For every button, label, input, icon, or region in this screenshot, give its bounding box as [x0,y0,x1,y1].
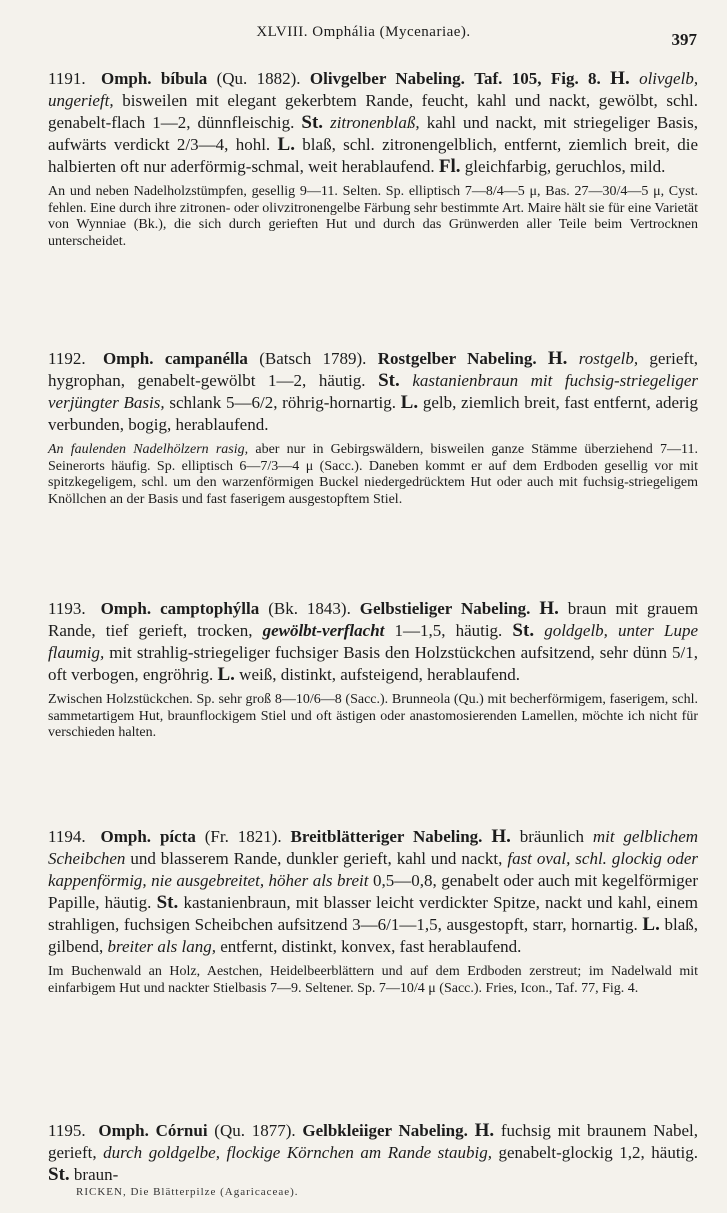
description-run: kastanienbraun, mit blasser leicht verdickter Spitze, nackt und kahl, einem strahligen, fuchsigen Scheibchen aufsitzend 3—6/1—1,5, ausgestopft, starr, hornartig. [48,893,698,934]
entry-1191 [48,68,698,250]
description-run: fuchsig mit braunem Nabel, gerieft, [48,1121,699,1162]
entry-number: 1194. [48,827,86,846]
entry-1194 [48,826,698,997]
description-run: blaß, schl. zitronengelblich, entfernt, ziemlich breit, die halbierten oft nur aderförmig-schmal, weit herablaufend. [48,135,698,176]
entry-author: (Qu. 1882). [216,69,301,88]
feature-key: St. [512,620,535,641]
entry-author: (Fr. 1821). [204,827,282,846]
feature-key: St. [156,892,179,913]
entry-author: (Batsch 1789). [259,349,367,368]
entry-note [48,442,698,508]
entry-1193 [48,598,698,742]
entry-note [48,692,698,742]
note-run: An faulenden Nadelhölzern rasig, [48,442,249,457]
description-run: 0,5—0,8, genabelt oder auch mit kegelförmiger Papille, häutig. [48,871,698,912]
feature-key: H. [474,1120,495,1141]
entry-species: Córnui [155,1121,208,1140]
description-run: rostgelb, [578,349,639,368]
entry-species: pícta [159,827,196,846]
description-run [567,349,578,368]
entry-1195 [48,1120,698,1186]
entry-species: campanélla [164,349,248,368]
description-run: breiter als lang, [107,937,216,956]
feature-key: St. [378,370,400,391]
description-run: entfernt, distinkt, konvex, fast herablaufend. [215,937,522,956]
entry-number: 1195. [48,1121,86,1140]
description-run: kastanienbraun mit fuchsig-striegeliger verjüngter Basis, [48,371,699,412]
feature-key: L. [400,392,419,413]
description-run [630,69,639,88]
feature-key: H. [491,826,511,847]
description-run: und blasserem Rande, dunkler gerieft, kahl und nackt, [125,849,508,868]
feature-key: H. [539,598,559,619]
entry-german-name: Rostgelber Nabeling. [377,349,537,368]
feature-key: St. [48,1164,70,1185]
feature-key: L. [642,914,660,935]
description-run: gewölbt-verflacht [262,621,385,640]
description-run [534,621,544,640]
entry-genus: Omph. [100,599,152,618]
description-run: gerieft, hygrophan, genabelt-gewölbt 1—2, häutig. [48,349,699,390]
description-run: durch goldgelbe, flockige Körnchen am Rande staubig, [103,1143,492,1162]
entry-genus: Omph. [100,827,152,846]
feature-key: Fl. [438,156,461,177]
entry-heading [48,826,698,958]
description-run [400,371,413,390]
description-run: gleichfarbig, geruchlos, mild. [460,157,666,176]
feature-key: L. [217,664,235,685]
entry-heading [48,598,698,686]
footer-imprint: RICKEN, Die Blätterpilze (Agaricaceae). [76,1186,299,1198]
entry-number: 1193. [48,599,86,618]
description-run: weiß, distinkt, aufsteigend, herablaufend. [234,665,521,684]
description-run: blaß, gilbend, [48,915,698,956]
entry-1192 [48,348,698,508]
entry-genus: Omph. [100,69,152,88]
entry-german-name: Olivgelber Nabeling. [309,69,465,88]
entry-note [48,184,698,250]
description-run: bisweilen mit elegant gekerbtem Rande, feucht, kahl und nackt, gewölbt, schl. genabelt-flach 1—2, dünnfleischig. [48,91,698,132]
feature-key: L. [277,134,295,155]
description-run: mit strahlig-striegeliger fuchsiger Basis den Holzstückchen aufsitzend, sehr dünn 5/1, oft verbogen, engröhrig. [48,643,698,684]
note-run: aber nur in Gebirgswäldern, bisweilen ganze Stämme überziehend 7—11. Seinerorts häufig. Sp. elliptisch 6—7/3—4 μ (Sacc.). Daneben kommt er auf dem Erdboden gesellig vor mit spitzkegeligem, schl. um den warzenförmigen Buckel niedergedrücktem Hut oder auch mit fuchsig-striegeligem Knöllchen an der Basis und fast faserigem ausgestopftem Stiel. [48,442,698,507]
description-run: gelb, ziemlich breit, fast entfernt, aderig verbunden, bogig, herablaufend. [48,393,698,434]
page-number: 397 [671,30,697,49]
description-run: braun mit grauem Rande, tief gerieft, trocken, [48,599,699,640]
description-run: zitronenblaß, [330,113,420,132]
entry-author: (Bk. 1843). [268,599,351,618]
entry-german-name: Breitblätteriger Nabeling. [290,827,483,846]
entry-species: camptophýlla [160,599,260,618]
feature-key: St. [301,112,324,133]
feature-key: H. [547,348,568,369]
description-run: fast oval, schl. glockig oder kappenförmig, nie ausgebreitet, höher als breit [48,849,698,890]
entry-heading [48,1120,698,1186]
entry-species: bíbula [160,69,208,88]
note-run: Zwischen Holzstückchen. Sp. sehr groß 8—10/6—8 (Sacc.). Brunneola (Qu.) mit becherförmigem, faserigem, schl. sammetartigem Hut, braunflockigem Stiel und oft ästigen oder anastomosierenden Lamellen, möchte ich nicht für verschieden halten. [48,692,698,740]
entry-plate-ref: Taf. 105, Fig. 8. [474,69,601,88]
entry-heading [48,348,698,436]
description-run: goldgelb, unter Lupe flaumig, [48,621,699,662]
feature-key: H. [610,68,630,89]
note-run: Im Buchenwald an Holz, Aestchen, Heidelbeerblättern und auf dem Erdboden zerstreut; im Nadelwald mit einfarbigem Hut und nackter Stielbasis 7—9. Seltener. Sp. 7—10/4 μ (Sacc.). Fries, Icon., Taf. 77, Fig. 4. [48,964,698,996]
entry-number: 1192. [48,349,86,368]
entry-author: (Qu. 1877). [214,1121,296,1140]
entry-note [48,964,698,997]
description-run: braun- [69,1165,119,1184]
description-run: mit gelblichem Scheibchen [48,827,699,868]
description-run: kahl und nackt, mit striegeliger Basis, aufwärts verdickt 2/3—4, hohl. [48,113,698,154]
entry-heading [48,68,698,178]
entry-genus: Omph. [98,1121,149,1140]
description-run: olivgelb, ungerieft, [48,69,699,110]
description-run: schlank 5—6/2, röhrig-hornartig. [164,393,401,412]
entry-german-name: Gelbstieliger Nabeling. [359,599,531,618]
entry-genus: Omph. [102,349,154,368]
description-run: genabelt-glockig 1,2, häutig. [491,1143,699,1162]
entry-number: 1191. [48,69,86,88]
note-run: An und neben Nadelholzstümpfen, gesellig 9—11. Selten. Sp. elliptisch 7—8/4—5 μ, Bas. 27—30/4—5 μ, Cyst. fehlen. Eine durch ihre zitronen- oder olivzitronengelbe Färbung sehr bestimmte Art. Maire hält sie für eine Varietät von Wynniae (Bk.), die sich durch gerieften Hut und durch das Grünwerden aller Teile beim Vertrocknen unterscheidet. [48,184,698,249]
entry-german-name: Gelbkleiiger Nabeling. [302,1121,468,1140]
description-run: bräunlich [510,827,593,846]
running-head: XLVIII. Omphália (Mycenariae). [256,24,471,40]
description-run: 1—1,5, häutig. [384,621,513,640]
